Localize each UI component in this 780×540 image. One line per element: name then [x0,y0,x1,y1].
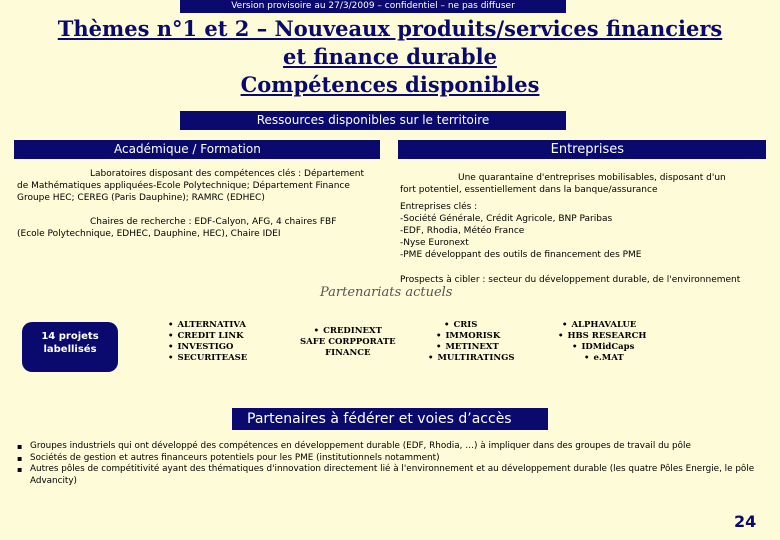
page-title [0,15,780,99]
page-number: 24 [734,512,757,531]
entreprises-intro [400,172,770,196]
entreprises-heading: Entreprises [398,140,766,159]
entreprises-cles-item: -Nyse Euronext [400,238,469,248]
partner-list-3 [428,320,515,364]
entreprises-cles-heading: Entreprises clés : [400,202,478,212]
partner-item: • IDMidCaps [558,342,646,353]
resources-heading: Ressources disponibles sur le territoire [180,111,566,130]
projets-line: 14 projets [41,331,99,342]
title-line-2: et finance durable [283,44,497,69]
entreprises-cles-item: -PME développant des outils de financement des PME [400,250,642,260]
entreprises-cles [400,201,770,261]
partner-item: • SECURITEASE [168,353,247,364]
academique-heading: Académique / Formation [14,140,380,159]
confidential-banner: Version provisoire au 27/3/2009 – confidentiel – ne pas diffuser [180,0,566,13]
partner-item: • CREDINEXT [288,326,396,337]
title-line-1: Thèmes n°1 et 2 – Nouveaux produits/services financiers [57,16,723,41]
academique-chaires [17,216,382,240]
partner-item: • ALPHAVALUE [558,320,646,331]
partenariats-heading: Partenariats actuels [320,285,453,300]
partenaires-item: ▪ Sociétés de gestion et autres financeurs potentiels pour les PME (institutionnels notamment) [17,453,777,465]
partner-list-1 [168,320,247,364]
partner-item-cont: FINANCE [325,348,371,358]
partenaires-item: ▪ Groupes industriels qui ont développé des compétences en développement durable (EDF, Rhodia, …) à impliquer dans des groupes de travail du pôle [17,441,777,453]
partenaires-item: ▪ Autres pôles de compétitivité ayant des thématiques d'innovation directement lié à l'environnement et au développement durable (les quatre Pôles Energie, le pôle Advancity) [17,464,777,487]
partner-item: • MULTIRATINGS [428,353,515,364]
title-line-3: Compétences disponibles [240,72,540,97]
projets-labellises-box [22,322,118,372]
entreprises-intro-line: Une quarantaine d'entreprises mobilisables, disposant d'un [458,173,726,183]
academique-chaires-line: Chaires de recherche : EDF-Calyon, AFG, 4 chaires FBF [90,217,337,227]
entreprises-prospects: Prospects à cibler : secteur du développement durable, de l'environnement [400,275,741,285]
partner-item: • CREDIT LINK [168,331,247,342]
partner-item: • METINEXT [428,342,515,353]
projets-line: labellisés [43,344,97,355]
partner-list-2 [288,326,396,359]
partner-item: • HBS RESEARCH [558,331,646,342]
academique-labs-line: Laboratoires disposant des compétences clés : Département [90,169,365,179]
entreprises-cles-item: -EDF, Rhodia, Météo France [400,226,525,236]
entreprises-cles-item: -Société Générale, Crédit Agricole, BNP Paribas [400,214,613,224]
partner-item: • INVESTIGO [168,342,247,353]
partenaires-heading: Partenaires à fédérer et voies d’accès [232,408,548,430]
partner-item: • e.MAT [558,353,646,364]
academique-labs-line: de Mathématiques appliquées-Ecole Polytechnique; Département Finance [17,181,350,191]
partner-item: • ALTERNATIVA [168,320,247,331]
entreprises-intro-line: fort potentiel, essentiellement dans la banque/assurance [400,185,658,195]
partner-item-cont: SAFE CORPPORATE [300,337,396,347]
partner-item: • IMMORISK [428,331,515,342]
academique-labs [17,168,382,204]
partenaires-list [17,441,777,487]
partner-list-4 [558,320,646,364]
academique-chaires-line: (Ecole Polytechnique, EDHEC, Dauphine, HEC), Chaire IDEI [17,229,281,239]
partner-item: • CRIS [428,320,515,331]
academique-labs-line: Groupe HEC; CEREG (Paris Dauphine); RAMRC (EDHEC) [17,193,265,203]
